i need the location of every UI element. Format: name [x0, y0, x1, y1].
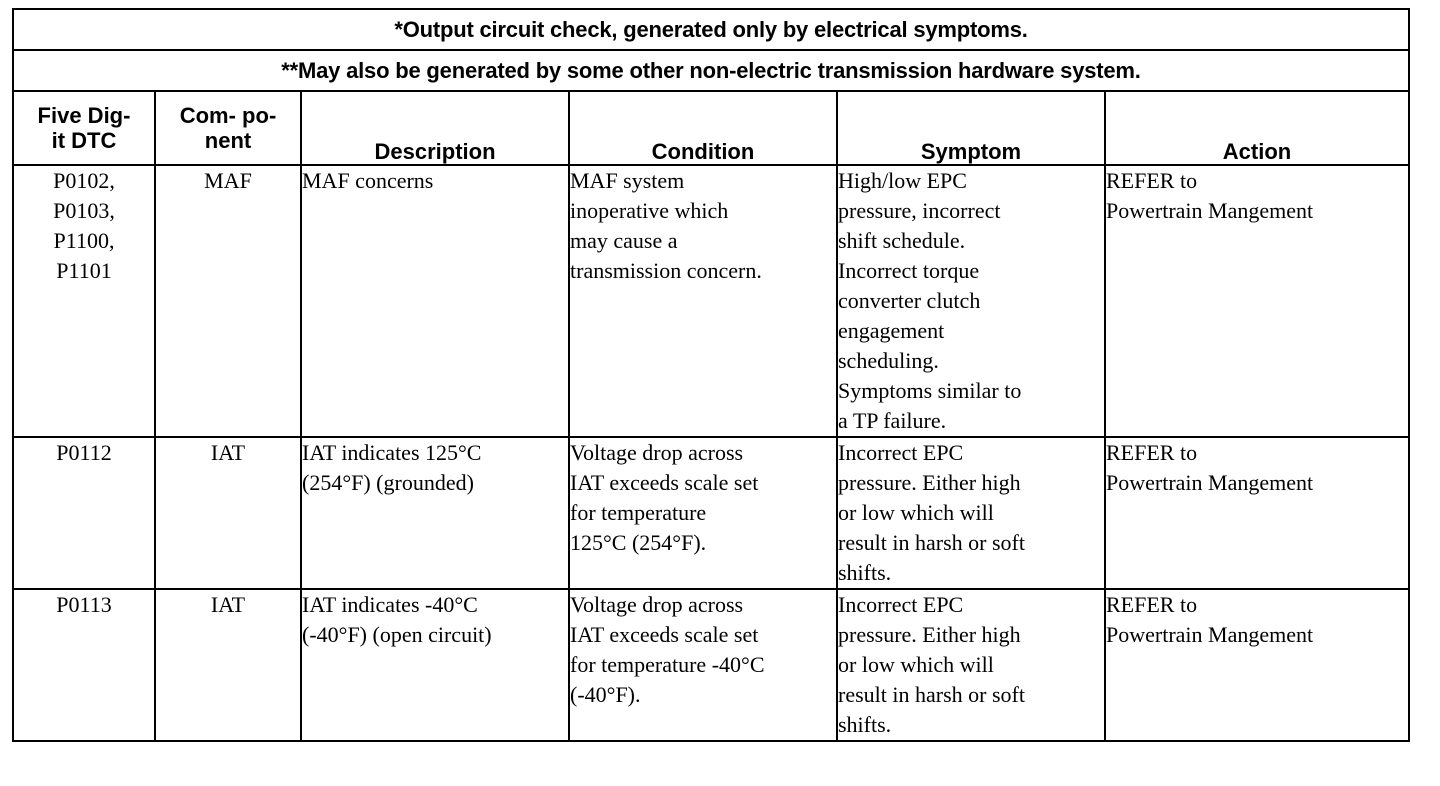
action-cell: REFER to Powertrain Mangement: [1105, 165, 1409, 437]
header-condition-label: Condition: [651, 139, 755, 164]
header-action: [1105, 91, 1409, 165]
dtc-table: [12, 8, 1410, 742]
description-cell: IAT indicates -40°C (-40°F) (open circuit): [301, 589, 569, 741]
action-cell: REFER to Powertrain Mangement: [1105, 589, 1409, 741]
symptom-cell: Incorrect EPC pressure. Either high or low which will result in harsh or soft shifts.: [837, 589, 1105, 741]
condition-cell: MAF system inoperative which may cause a transmission concern.: [569, 165, 837, 437]
header-action-label: Action: [1222, 139, 1292, 164]
dtc-cell: P0112: [13, 437, 155, 589]
table-row: [13, 165, 1409, 437]
dtc-cell: P0102, P0103, P1100, P1101: [13, 165, 155, 437]
header-dtc-label: Five Dig- it DTC: [37, 103, 131, 153]
note-row-other-system: [13, 50, 1409, 91]
header-component: [155, 91, 301, 165]
header-symptom: [837, 91, 1105, 165]
description-cell: MAF concerns: [301, 165, 569, 437]
table-row: [13, 589, 1409, 741]
header-row: [13, 91, 1409, 165]
header-dtc: [13, 91, 155, 165]
header-description: [301, 91, 569, 165]
action-cell: REFER to Powertrain Mangement: [1105, 437, 1409, 589]
dtc-cell: P0113: [13, 589, 155, 741]
header-component-label: Com- po- nent: [179, 103, 277, 153]
condition-cell: Voltage drop across IAT exceeds scale set for temperature 125°C (254°F).: [569, 437, 837, 589]
component-cell: IAT: [155, 589, 301, 741]
note-output-check: *Output circuit check, generated only by electrical symptoms.: [13, 9, 1409, 50]
header-condition: [569, 91, 837, 165]
header-symptom-label: Symptom: [920, 139, 1022, 164]
component-cell: IAT: [155, 437, 301, 589]
symptom-cell: Incorrect EPC pressure. Either high or low which will result in harsh or soft shifts.: [837, 437, 1105, 589]
condition-cell: Voltage drop across IAT exceeds scale set for temperature -40°C (-40°F).: [569, 589, 837, 741]
header-description-label: Description: [374, 139, 496, 164]
note-other-system: **May also be generated by some other non-electric transmission hardware system.: [13, 50, 1409, 91]
table-row: [13, 437, 1409, 589]
note-row-output-check: [13, 9, 1409, 50]
symptom-cell: High/low EPC pressure, incorrect shift schedule. Incorrect torque converter clutch engagement scheduling. Symptoms similar to a TP failure.: [837, 165, 1105, 437]
description-cell: IAT indicates 125°C (254°F) (grounded): [301, 437, 569, 589]
component-cell: MAF: [155, 165, 301, 437]
